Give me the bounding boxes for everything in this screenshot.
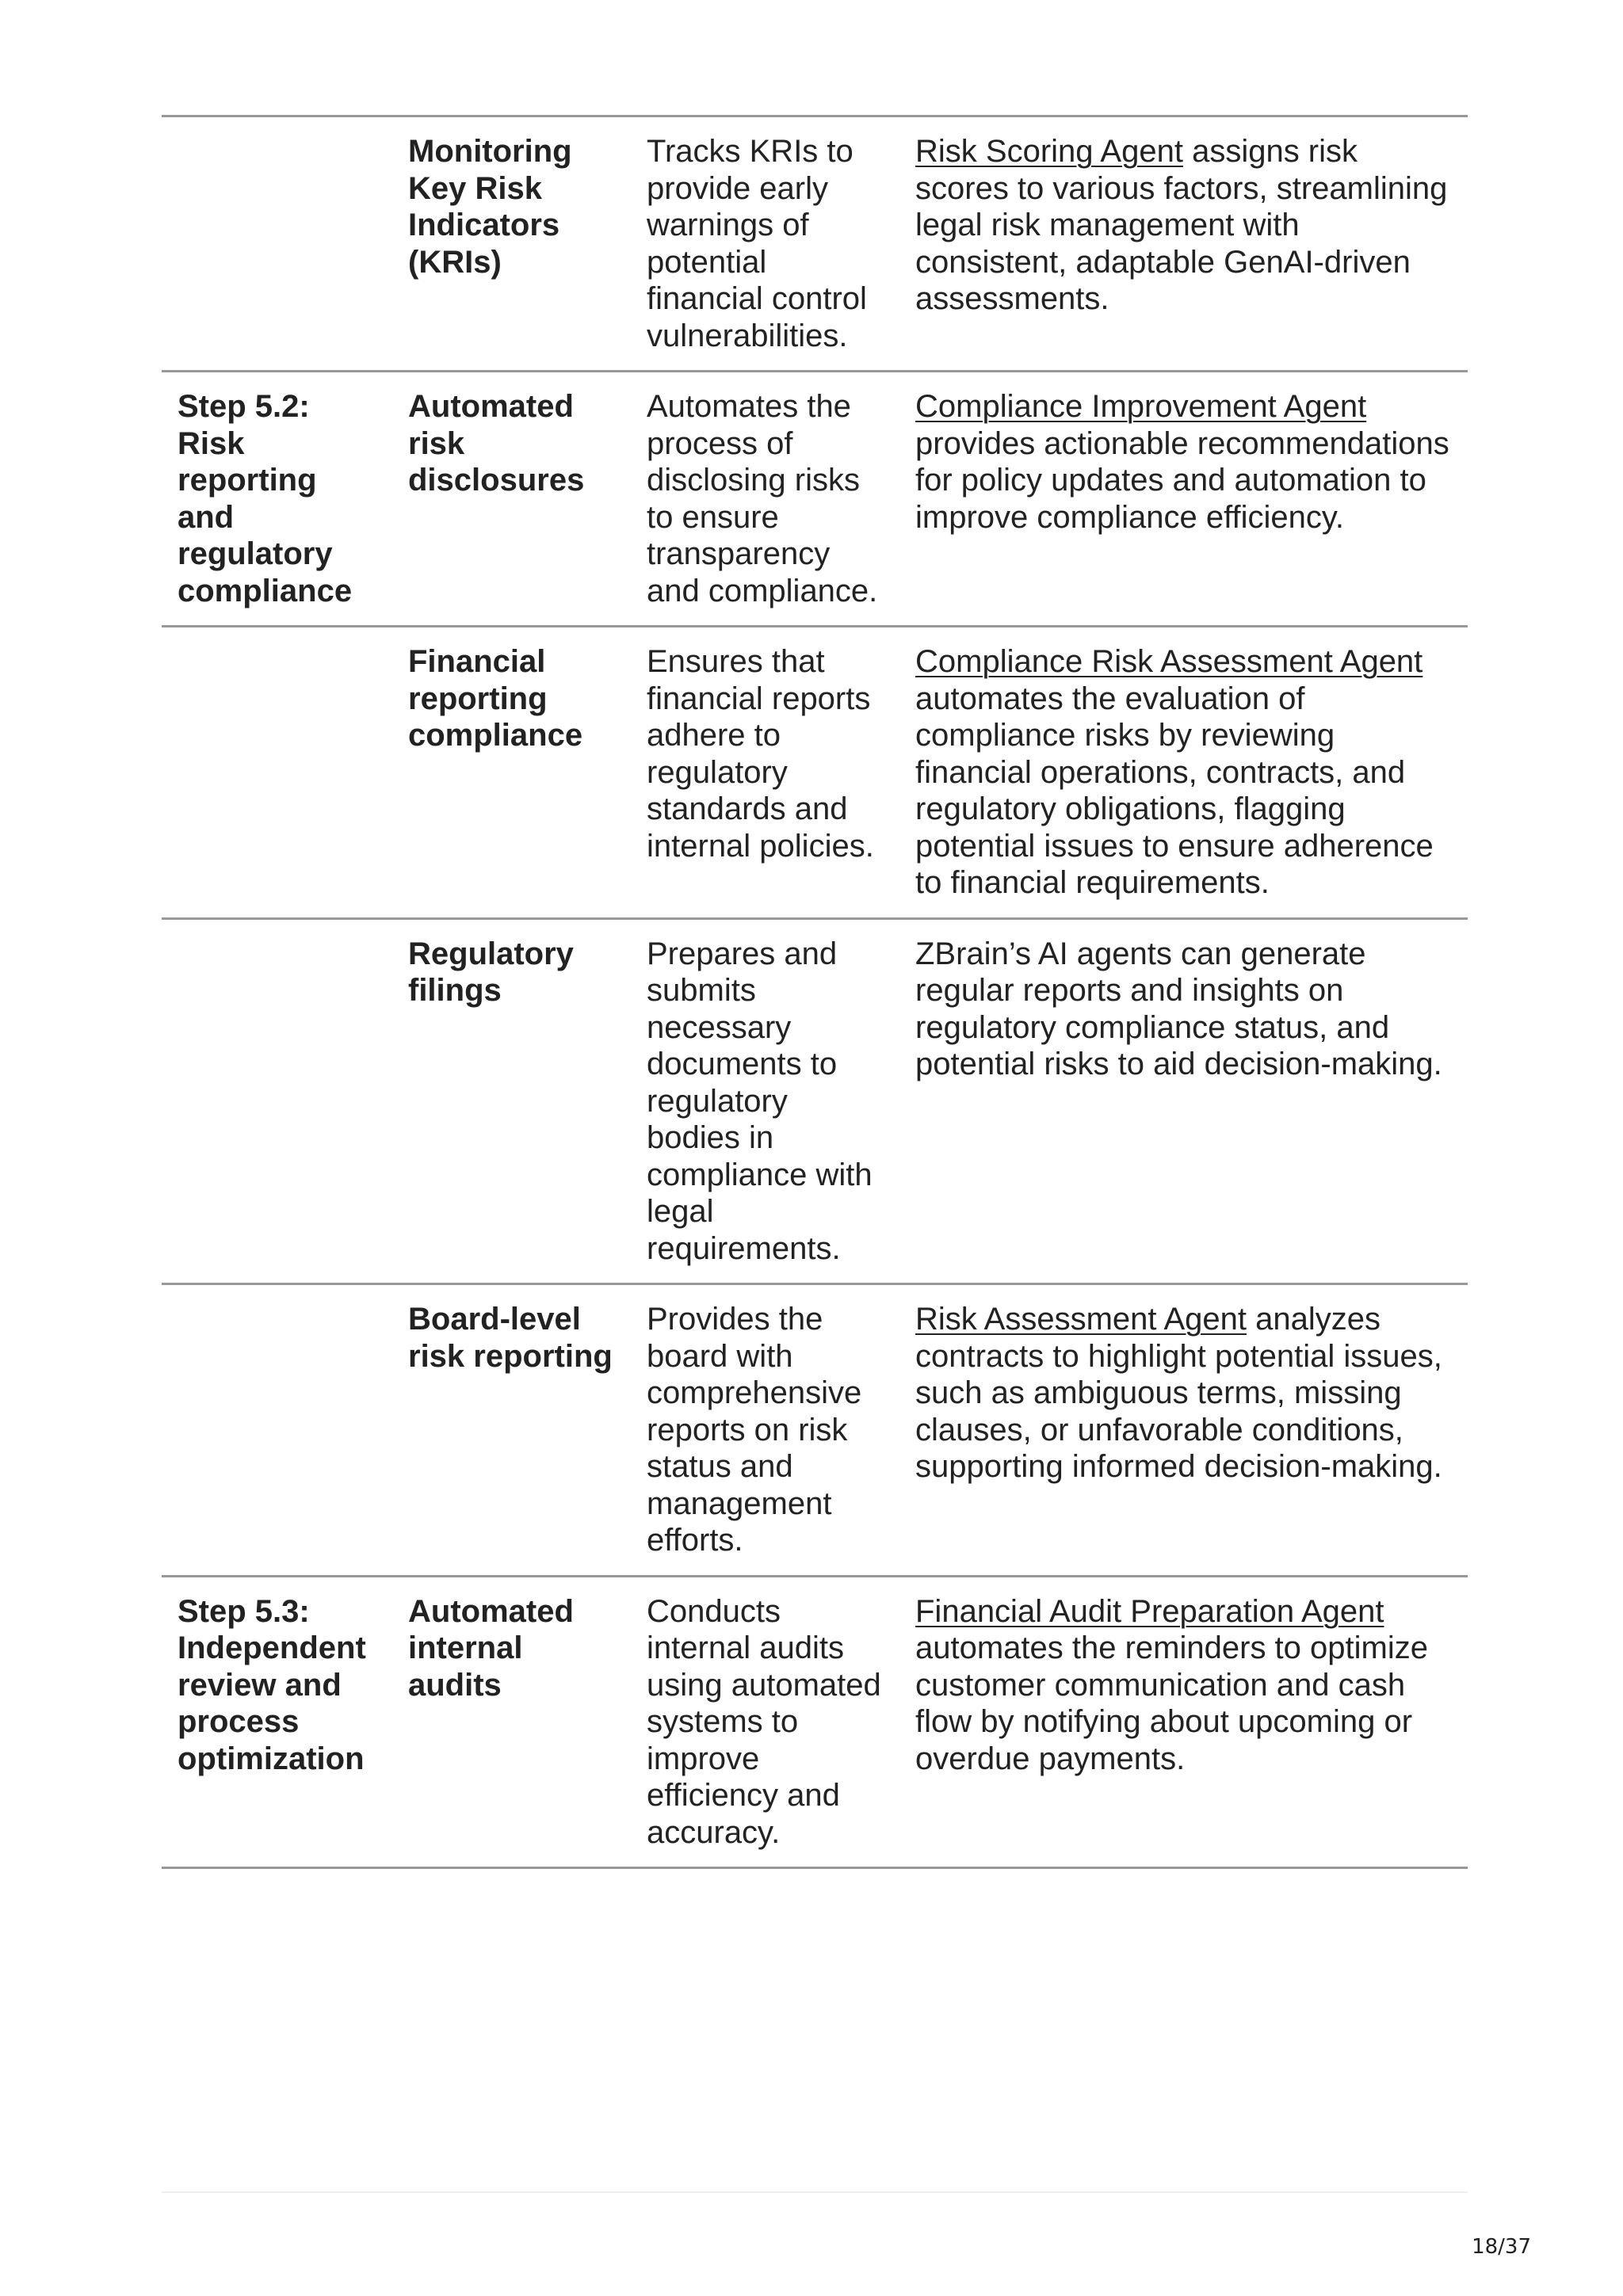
agent-cell <box>895 918 1468 1284</box>
page-number: 18/37 <box>1472 2235 1531 2259</box>
table-row <box>162 372 1468 627</box>
description-cell: Prepares and submits necessary documents to regulatory bodies in compliance with legal requirements. <box>629 918 895 1284</box>
agent-link-risk-scoring[interactable]: Risk Scoring Agent <box>915 134 1183 169</box>
agent-description: automates the reminders to optimize customer communication and cash flow by notifying about upcoming or overdue payments. <box>915 1630 1428 1776</box>
process-table <box>162 115 1468 1869</box>
agent-cell <box>895 372 1468 627</box>
process-cell: Automated risk disclosures <box>392 372 629 627</box>
process-cell: Financial reporting compliance <box>392 627 629 919</box>
table-row <box>162 116 1468 372</box>
agent-cell <box>895 116 1468 372</box>
process-cell: Board-level risk reporting <box>392 1284 629 1577</box>
step-cell: Step 5.2: Risk reporting and regulatory compliance <box>162 372 392 627</box>
step-cell: Step 5.3: Independent review and process optimization <box>162 1576 392 1868</box>
agent-description: provides actionable recommendations for policy updates and automation to improve compliance efficiency. <box>915 425 1449 535</box>
step-cell <box>162 918 392 1284</box>
description-cell: Ensures that financial reports adhere to regulatory standards and internal policies. <box>629 627 895 919</box>
description-cell: Tracks KRIs to provide early warnings of potential financial control vulnerabilities. <box>629 116 895 372</box>
step-cell <box>162 1284 392 1577</box>
agent-link-financial-audit-preparation[interactable]: Financial Audit Preparation Agent <box>915 1593 1384 1629</box>
agent-cell <box>895 1576 1468 1868</box>
agent-description: assigns risk scores to various factors, streamlining legal risk management with consistent, adaptable GenAI-driven assessments. <box>915 134 1448 316</box>
description-cell: Conducts internal audits using automated systems to improve efficiency and accuracy. <box>629 1576 895 1868</box>
agent-link-risk-assessment[interactable]: Risk Assessment Agent <box>915 1302 1247 1337</box>
step-cell <box>162 627 392 919</box>
agent-link-compliance-improvement[interactable]: Compliance Improvement Agent <box>915 389 1367 424</box>
agent-link-compliance-risk-assessment[interactable]: Compliance Risk Assessment Agent <box>915 644 1423 679</box>
table-row <box>162 627 1468 919</box>
step-cell <box>162 116 392 372</box>
description-cell: Automates the process of disclosing risks to ensure transparency and compliance. <box>629 372 895 627</box>
process-cell: Automated internal audits <box>392 1576 629 1868</box>
process-cell: Monitoring Key Risk Indicators (KRIs) <box>392 116 629 372</box>
description-cell: Provides the board with comprehensive reports on risk status and management efforts. <box>629 1284 895 1577</box>
agent-description: automates the evaluation of compliance risks by reviewing financial operations, contracts, and regulatory obligations, flagging potential issues to ensure adherence to financial requirements. <box>915 681 1434 900</box>
agent-description: analyzes contracts to highlight potential issues, such as ambiguous terms, missing clauses, or unfavorable conditions, supporting informed decision-making. <box>915 1302 1442 1484</box>
process-cell: Regulatory filings <box>392 918 629 1284</box>
table-row <box>162 1576 1468 1868</box>
agent-description: ZBrain’s AI agents can generate regular reports and insights on regulatory compliance status, and potential risks to aid decision-making. <box>915 936 1442 1081</box>
table-row <box>162 1284 1468 1577</box>
agent-cell <box>895 627 1468 919</box>
footer-divider <box>162 2191 1468 2193</box>
table-row <box>162 918 1468 1284</box>
agent-cell <box>895 1284 1468 1577</box>
